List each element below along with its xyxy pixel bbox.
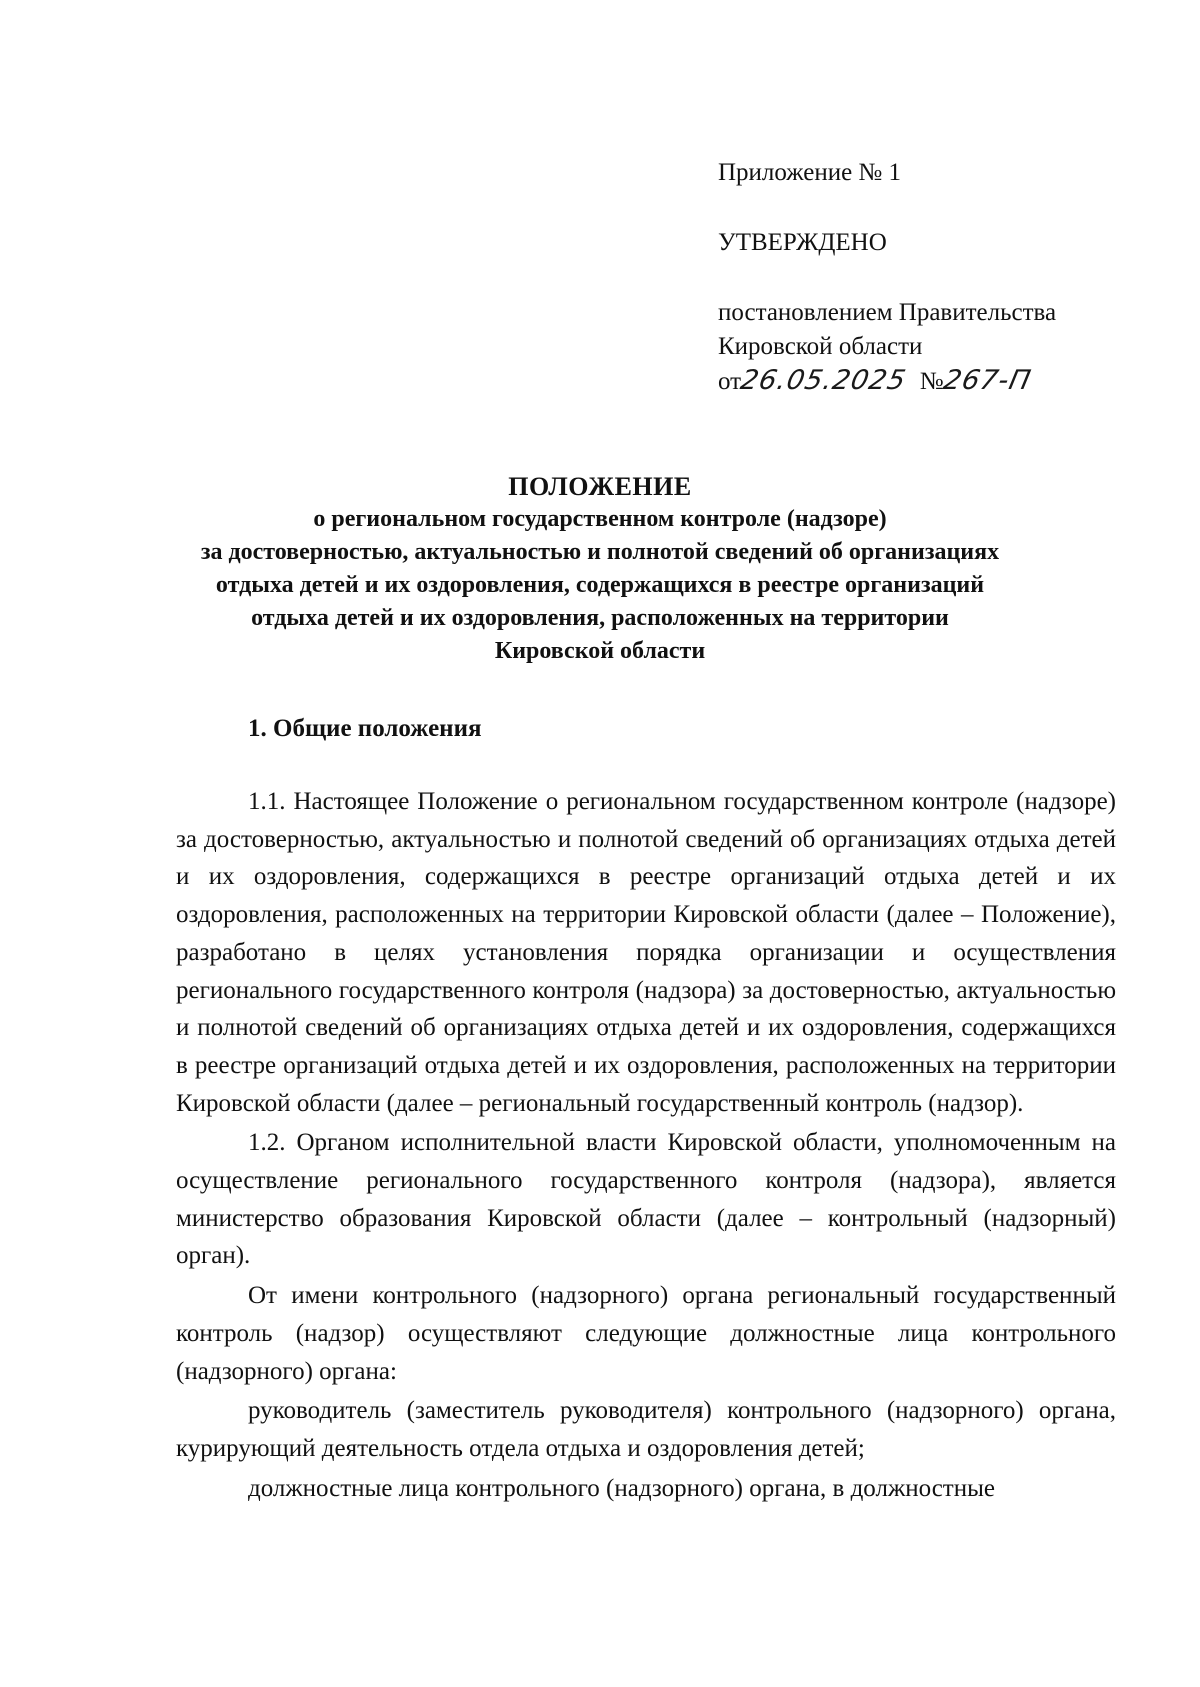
section-heading: 1. Общие положения (248, 715, 482, 742)
paragraph-1-1: 1.1. Настоящее Положение о региональном государственном контроле (надзоре) за достоверностью, актуальностью и полнотой сведений об организациях отдыха детей и их оздоровления, содержащихся в реестре организаций отдыха детей и их оздоровления, расположенных на территории Кировской области (далее – Положение), разработано в целях установления порядка организации и осуществления регионального государственного контроля (надзора) за достоверностью, актуальностью и полнотой сведений об организациях отдыха детей и их оздоровления, содержащихся в реестре организаций отдыха детей и их оздоровления, расположенных на территории Кировской области (далее – региональный государственный контроль (надзор). (176, 788, 1116, 1117)
paragraph-officials-intro: От имени контрольного (надзорного) органа региональный государственный контроль (надзор) осуществляют следующие должностные лица контрольного (надзорного) органа: (176, 1282, 1116, 1385)
document-title: ПОЛОЖЕНИЕ (508, 472, 692, 501)
paragraph-1-2: 1.2. Органом исполнительной власти Кировской области, уполномоченным на осуществление регионального государственного контроля (надзора), является министерство образования Кировской области (далее – контрольный (надзорный) орган). (176, 1129, 1116, 1270)
handwritten-date: 26.05.2025 (737, 365, 910, 396)
title-line: Кировской области (494, 638, 706, 664)
title-line: о региональном государственном контроле (надзоре) (313, 506, 887, 532)
resolution-line-1: постановлением Правительства (718, 299, 1057, 326)
paragraph-officials-staff: должностные лица контрольного (надзорного) органа, в должностные (248, 1474, 996, 1502)
title-line: отдыха детей и их оздоровления, расположенных на территории (251, 605, 949, 631)
document-title-block (150, 470, 1050, 668)
resolution-date-line (718, 364, 1158, 399)
approved-stamp: УТВЕРЖДЕНО (718, 229, 887, 256)
paragraph-officials-head: руководитель (заместитель руководителя) контрольного (надзорного) органа, курирующий деятельность отдела отдыха и оздоровления детей; (176, 1397, 1116, 1462)
document-body (176, 783, 1116, 1507)
resolution-line-2: Кировской области (718, 333, 923, 360)
title-line: за достоверностью, актуальностью и полнотой сведений об организациях (200, 539, 1000, 565)
date-prefix: от (718, 368, 742, 395)
title-line: отдыха детей и их оздоровления, содержащихся в реестре организаций (215, 572, 985, 598)
number-prefix: № (919, 368, 944, 395)
approval-block (718, 156, 1158, 399)
appendix-label: Приложение № 1 (718, 159, 902, 186)
handwritten-number: 267-П (940, 365, 1034, 396)
